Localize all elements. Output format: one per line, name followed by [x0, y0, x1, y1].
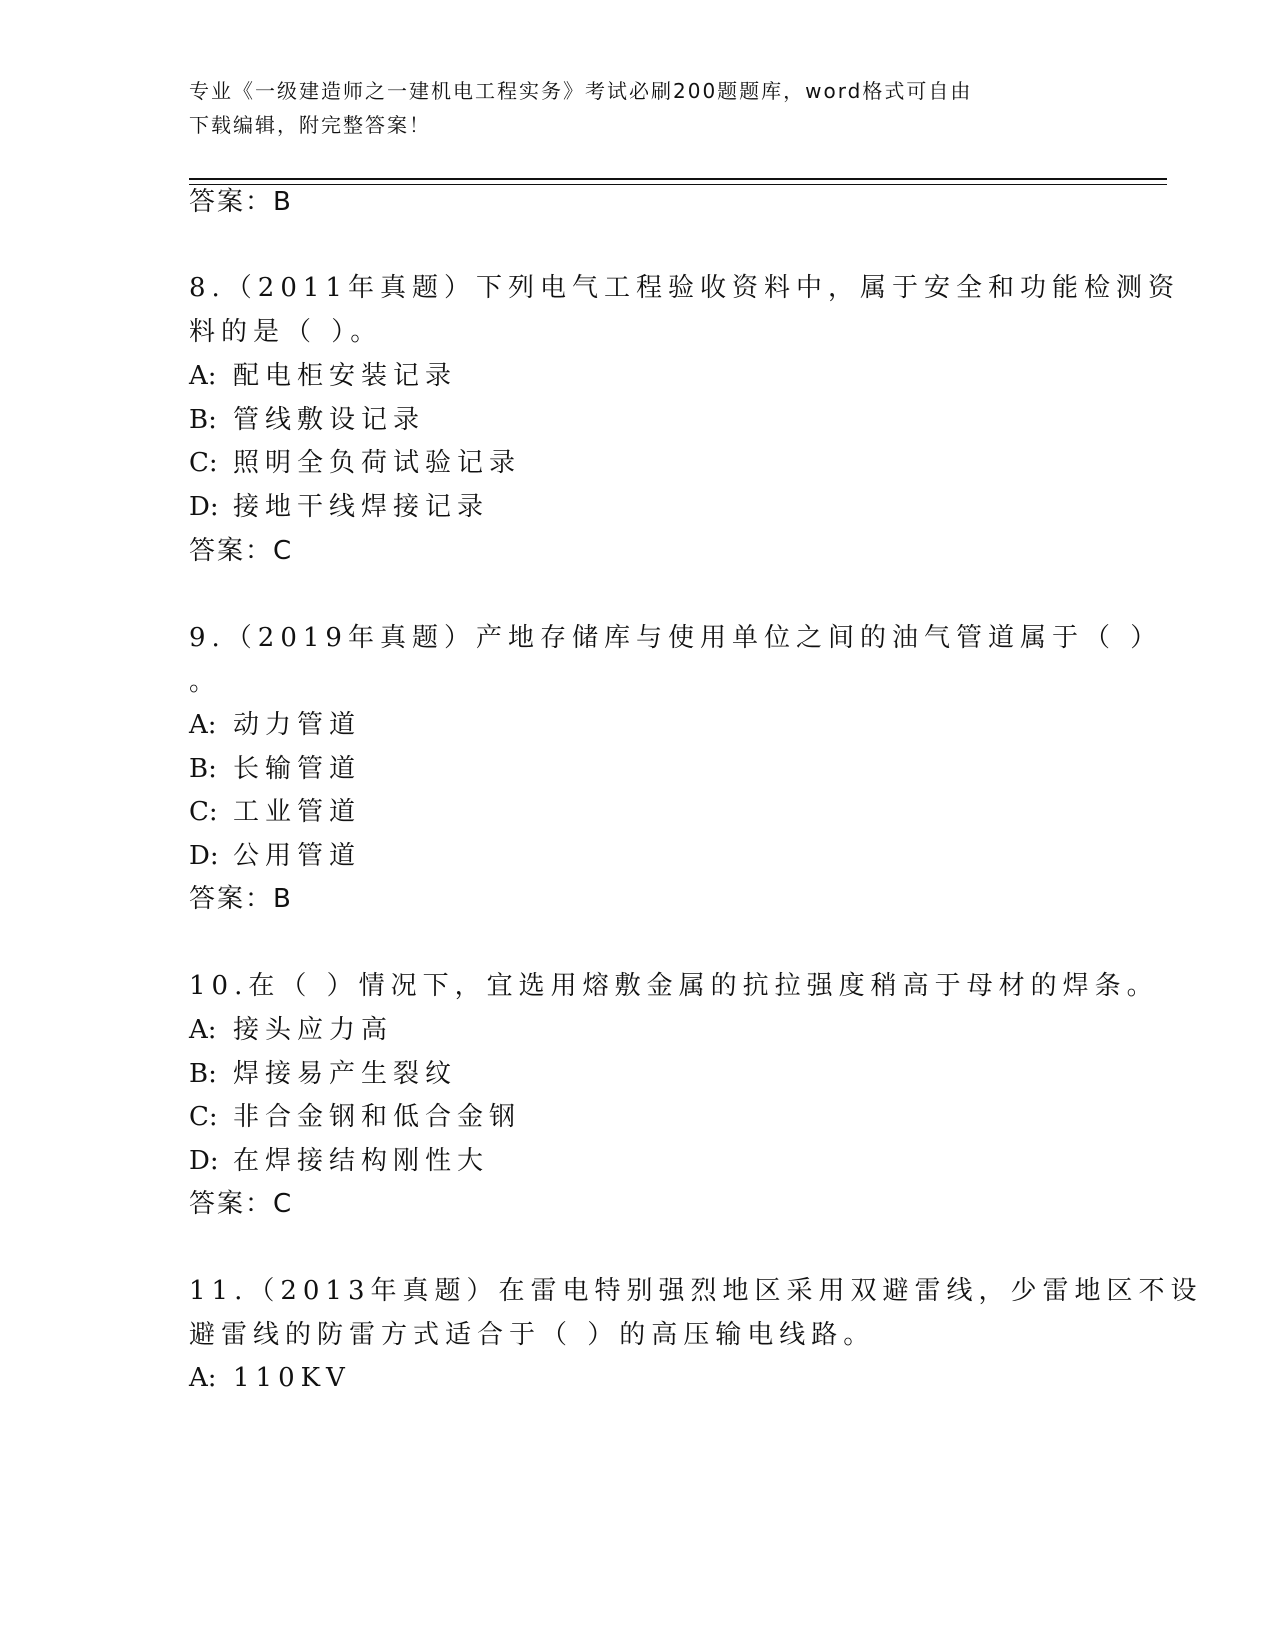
document-header	[189, 74, 1089, 142]
option-text: 110KV	[233, 1363, 351, 1393]
option-key: A:	[189, 361, 217, 391]
option-text: 动力管道	[233, 710, 362, 740]
option-text: 管线敷设记录	[233, 405, 426, 435]
question-9-stem-line-1: 9.（2019年真题）产地存储库与使用单位之间的油气管道属于（ ）	[189, 623, 1163, 653]
question-11-option-a	[189, 1362, 351, 1394]
option-key: C:	[189, 448, 218, 478]
question-9-option-c	[189, 796, 361, 828]
header-rule-thick	[189, 178, 1167, 180]
question-9-option-a	[189, 709, 361, 741]
option-key: B:	[189, 754, 217, 784]
option-text: 接地干线焊接记录	[233, 492, 490, 522]
option-text: 配电柜安装记录	[233, 361, 458, 391]
option-key: D:	[189, 1146, 219, 1176]
question-9-answer: 答案：B	[189, 884, 293, 914]
option-text: 照明全负荷试验记录	[233, 448, 522, 478]
option-key: D:	[189, 492, 219, 522]
question-10-option-d	[189, 1145, 489, 1177]
option-text: 长输管道	[233, 754, 362, 784]
question-8-option-a	[189, 360, 457, 392]
question-9-stem-line-2: 。	[189, 667, 222, 697]
question-10-answer: 答案：C	[189, 1189, 294, 1219]
question-8-stem-line-1: 8.（2011年真题）下列电气工程验收资料中，属于安全和功能检测资	[189, 273, 1180, 303]
option-key: A:	[189, 710, 217, 740]
question-9-option-d	[189, 840, 361, 872]
question-10-option-b	[189, 1058, 457, 1090]
question-11-stem-line-2: 避雷线的防雷方式适合于（ ）的高压输电线路。	[189, 1320, 876, 1350]
option-text: 在焊接结构刚性大	[233, 1146, 490, 1176]
question-10-option-a	[189, 1014, 393, 1046]
option-key: A:	[189, 1363, 217, 1393]
question-9-option-b	[189, 753, 361, 785]
option-text: 公用管道	[233, 841, 362, 871]
option-text: 非合金钢和低合金钢	[233, 1102, 522, 1132]
option-key: C:	[189, 797, 218, 827]
option-key: A:	[189, 1015, 217, 1045]
question-8-option-d	[189, 491, 489, 523]
option-text: 焊接易产生裂纹	[233, 1059, 458, 1089]
question-10-option-c	[189, 1101, 521, 1133]
header-line-1: 专业《一级建造师之一建机电工程实务》考试必刷200题题库，word格式可自由	[189, 79, 973, 103]
question-8-option-b	[189, 404, 425, 436]
header-line-2: 下载编辑，附完整答案！	[189, 113, 431, 137]
option-key: B:	[189, 1059, 217, 1089]
option-text: 接头应力高	[233, 1015, 394, 1045]
question-8-stem-line-2: 料的是（ ）。	[189, 317, 383, 347]
option-key: B:	[189, 405, 217, 435]
option-text: 工业管道	[233, 797, 362, 827]
question-8-answer: 答案：C	[189, 536, 294, 566]
header-rule-thin	[189, 184, 1167, 185]
answer-prev: 答案：B	[189, 187, 293, 217]
question-11-stem-line-1: 11.（2013年真题）在雷电特别强烈地区采用双避雷线，少雷地区不设	[189, 1276, 1203, 1306]
option-key: D:	[189, 841, 219, 871]
option-key: C:	[189, 1102, 218, 1132]
question-8-option-c	[189, 447, 521, 479]
question-10-stem-line-1: 10.在（ ）情况下，宜选用熔敷金属的抗拉强度稍高于母材的焊条。	[189, 971, 1159, 1001]
